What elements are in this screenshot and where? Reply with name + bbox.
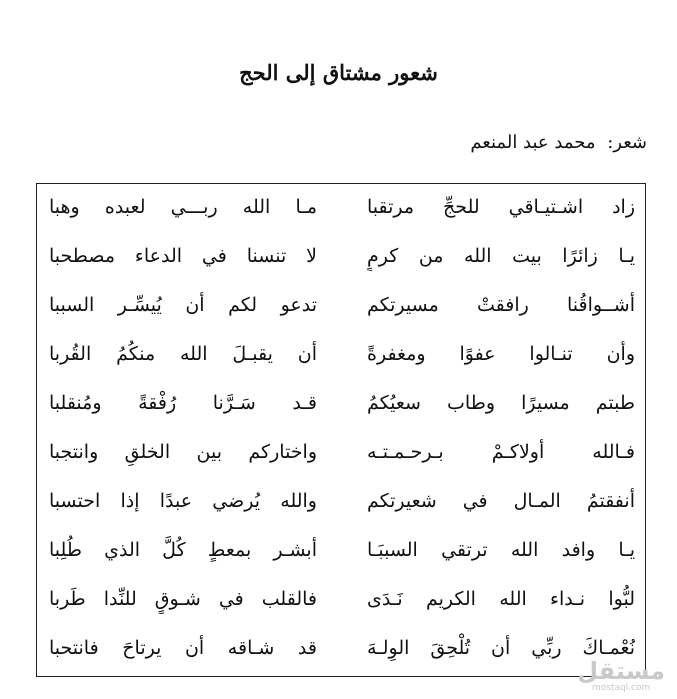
verse-row xyxy=(37,380,645,429)
verse-first-hemistich: يـا وافد الله ترتقي السببَـا xyxy=(367,539,635,561)
verse-row xyxy=(37,429,645,478)
verse-first-hemistich: أنفقتمُ المـال في شعيرتكم xyxy=(367,490,635,512)
verse-row xyxy=(37,184,645,233)
verse-first-hemistich: وأن تنـالوا عفوًا ومغفرةً xyxy=(367,343,635,365)
watermark-url: mostaql.com xyxy=(591,683,651,693)
verse-second-hemistich: تدعو لكم أن يُيسِّـر السببا xyxy=(49,294,317,316)
verse-row xyxy=(37,576,645,625)
verse-row xyxy=(37,331,645,380)
verse-first-hemistich: يـا زائرًا بيت الله من كرمٍ xyxy=(367,245,635,267)
verse-row xyxy=(37,527,645,576)
verse-second-hemistich: أبشـر بمعطٍ كُلَّ الذي طُلِبا xyxy=(49,539,317,561)
verse-first-hemistich: أشــواقُنا رافقتْ مسيرتكم xyxy=(367,294,635,316)
verse-second-hemistich: والله يُرضي عبدًا إذا احتسبا xyxy=(49,490,317,512)
verse-first-hemistich: طبتم مسيرًا وطاب سعيُكمُ xyxy=(367,392,635,414)
watermark xyxy=(577,659,665,693)
verse-row xyxy=(37,625,645,674)
poem-box xyxy=(36,183,646,677)
verse-row xyxy=(37,233,645,282)
verse-first-hemistich: نُعْمـاكَ ربِّي أن تُلْحِقَ الوِلـهَ xyxy=(367,637,635,659)
verse-first-hemistich: فـالله أولاكـمْ بـرحـمـتـه xyxy=(367,441,635,463)
author-name: محمد عبد المنعم xyxy=(470,132,596,153)
verse-second-hemistich: قـد سَـرَّنا رُفْقةً ومُنقلبا xyxy=(49,392,317,414)
verse-second-hemistich: لا تنسنا في الدعاء مصطحبا xyxy=(49,245,317,267)
verse-second-hemistich: فالقلب في شـوقٍ للنِّدا طَربا xyxy=(49,588,317,610)
verse-first-hemistich: زاد اشـتيـاقي للحجِّ مرتقبا xyxy=(367,196,635,218)
verse-second-hemistich: أن يقبـلَ الله منكُمُ القُربا xyxy=(49,343,317,365)
verse-second-hemistich: مـا الله ربـــي لعبده وهبا xyxy=(49,196,317,218)
verse-row xyxy=(37,282,645,331)
verse-row xyxy=(37,478,645,527)
author-label: شعر: xyxy=(607,132,647,153)
verse-second-hemistich: قد شـاقه أن يرتاحَ فانتحبا xyxy=(49,637,317,659)
watermark-logo-text: مستقل xyxy=(577,657,665,685)
poem-title: شعور مشتاق إلى الحج xyxy=(239,60,438,85)
verse-second-hemistich: واختاركم بين الخلقِ وانتجبا xyxy=(49,441,317,463)
author-line xyxy=(470,132,647,153)
verse-first-hemistich: لبُّوا نـداء الله الكريم نَـدَى xyxy=(367,588,635,610)
